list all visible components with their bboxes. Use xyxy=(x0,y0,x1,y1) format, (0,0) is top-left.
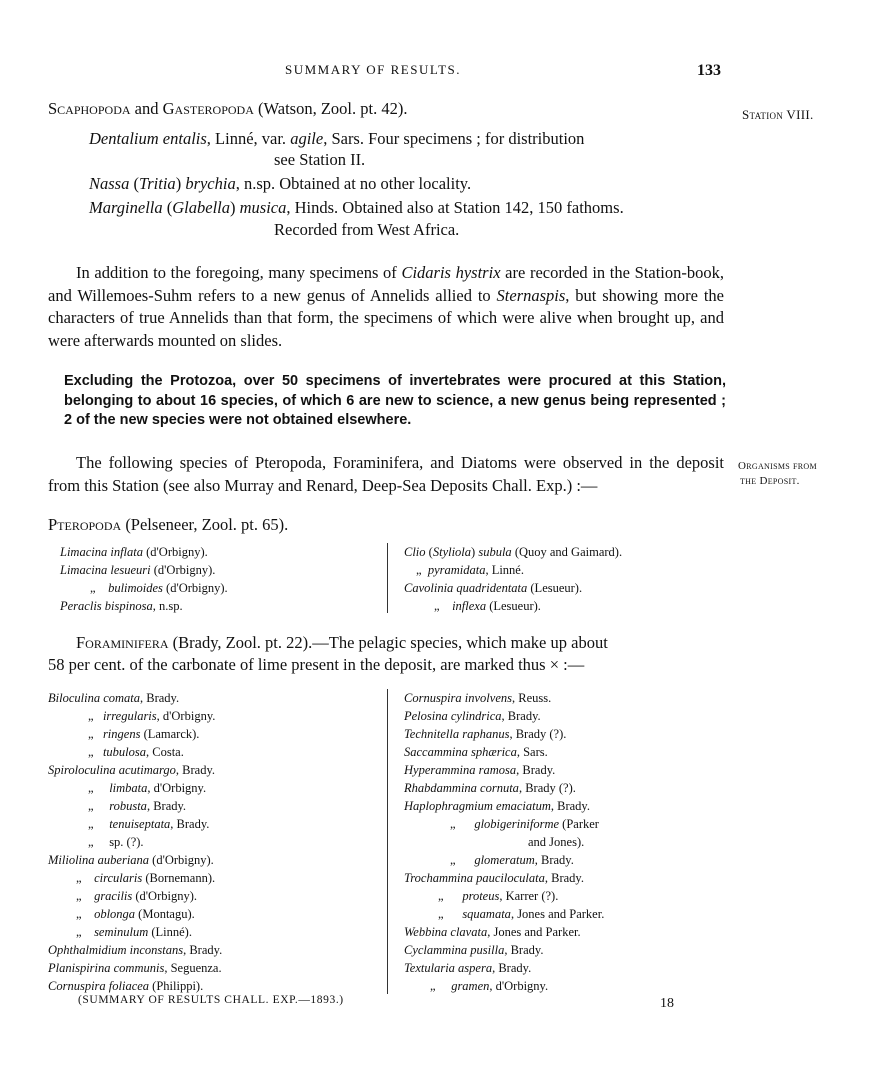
sidenote-station: Station VIII. xyxy=(742,107,814,122)
list-item: Webbina clavata, Jones and Parker. xyxy=(404,925,581,939)
list-item: „ squamata, Jones and Parker. xyxy=(438,907,605,921)
list-item: „ inflexa (Lesueur). xyxy=(434,599,541,613)
list-item: „ pyramidata, Linné. xyxy=(416,563,524,577)
list-item: „ tenuiseptata, Brady. xyxy=(88,817,210,831)
list-item: „ tubulosa, Costa. xyxy=(88,745,184,759)
list-item: Clio (Styliola) subula (Quoy and Gaimard). xyxy=(404,545,623,559)
list-item: Pelosina cylindrica, Brady. xyxy=(404,709,541,723)
list-item: „ bulimoides (d'Orbigny). xyxy=(90,581,228,595)
list-item: Trochammina pauciloculata, Brady. xyxy=(404,871,584,885)
list-item: Haplophragmium emaciatum, Brady. xyxy=(404,799,590,813)
list-item: Spiroloculina acutimargo, Brady. xyxy=(48,763,216,777)
list-item: Cavolinia quadridentata (Lesueur). xyxy=(404,581,583,595)
list-item: Technitella raphanus, Brady (?). xyxy=(404,727,567,741)
list-item: „ sp. (?). xyxy=(88,835,144,849)
list-item: „ circularis (Bornemann). xyxy=(76,871,216,885)
list-item: Limacina lesueuri (d'Orbigny). xyxy=(60,563,216,577)
list-item: and Jones). xyxy=(528,835,585,849)
scaphopoda-entry-3: Marginella (Glabella) musica, Hinds. Obtained also at Station 142, 150 fathoms. xyxy=(89,198,624,217)
summary-bold-paragraph: Excluding the Protozoa, over 50 specimens of invertebrates were procured at this Station, belonging to about 16 species, of which 6 are new to science, a new genus being represented ; 2 of the new species were not obtained elsewhere. xyxy=(64,373,726,428)
list-item: „ limbata, d'Orbigny. xyxy=(88,781,207,795)
list-item: Peraclis bispinosa, n.sp. xyxy=(60,599,183,613)
list-item: Biloculina comata, Brady. xyxy=(48,691,180,705)
sidenote-organisms-line1: Organisms from xyxy=(738,460,817,472)
list-item: Ophthalmidium inconstans, Brady. xyxy=(48,943,223,957)
list-item: Cornuspira foliacea (Philippi). xyxy=(48,979,204,993)
scaphopoda-entry-1-cont: see Station II. xyxy=(274,150,366,169)
foraminifera-left-column xyxy=(48,689,222,995)
pteropoda-right-column xyxy=(404,543,622,615)
scaphopoda-entry-2: Nassa (Tritia) brychia, n.sp. Obtained at no other locality. xyxy=(89,174,472,193)
column-divider xyxy=(387,689,388,994)
signature-mark: 18 xyxy=(660,996,674,1011)
scaphopoda-entry-3-cont: Recorded from West Africa. xyxy=(274,220,460,239)
page-number: 133 xyxy=(697,62,721,79)
list-item: „ globigeriniforme (Parker xyxy=(450,817,599,831)
list-item: Miliolina auberiana (d'Orbigny). xyxy=(48,853,214,867)
foraminifera-heading-cont: 58 per cent. of the carbonate of lime present in the deposit, are marked thus × :— xyxy=(48,655,585,674)
list-item: „ robusta, Brady. xyxy=(88,799,187,813)
pteropoda-left-column xyxy=(60,543,228,615)
list-item: Rhabdammina cornuta, Brady (?). xyxy=(404,781,576,795)
list-item: Planispirina communis, Seguenza. xyxy=(48,961,222,975)
list-item: „ ringens (Lamarck). xyxy=(88,727,200,741)
scaphopoda-entry-1: Dentalium entalis, Linné, var. agile, Sars. Four specimens ; for distribution xyxy=(89,129,585,148)
list-item: „ gracilis (d'Orbigny). xyxy=(76,889,198,903)
list-item: Limacina inflata (d'Orbigny). xyxy=(60,545,208,559)
list-item: Hyperammina ramosa, Brady. xyxy=(404,763,556,777)
list-item: „ glomeratum, Brady. xyxy=(450,853,574,867)
paragraph-annelids: In addition to the foregoing, many specimens of Cidaris hystrix are recorded in the Station-book, and Willemoes-Suhm refers to a new genus of Annelids allied to Sternaspis, but showing more the characters of true Annelids than that form, the specimens of which were alive when brought up, and were afterwards mounted on slides. xyxy=(48,263,724,350)
running-title: SUMMARY OF RESULTS. xyxy=(285,62,462,77)
list-item: „ gramen, d'Orbigny. xyxy=(430,979,549,993)
scaphopoda-heading: Scaphopoda and Gasteropoda (Watson, Zool. pt. 42). xyxy=(48,99,408,118)
column-divider xyxy=(387,543,388,613)
foraminifera-right-column xyxy=(404,689,604,995)
list-item: „ proteus, Karrer (?). xyxy=(438,889,559,903)
sidenote-organisms-line2: the Deposit. xyxy=(740,475,800,487)
foraminifera-heading: Foraminifera (Brady, Zool. pt. 22).—The pelagic species, which make up about xyxy=(76,633,608,652)
list-item: „ oblonga (Montagu). xyxy=(76,907,195,921)
list-item: Cornuspira involvens, Reuss. xyxy=(404,691,552,705)
footer-imprint: (SUMMARY OF RESULTS CHALL. EXP.—1893.) xyxy=(78,994,344,1006)
list-item: Saccammina sphærica, Sars. xyxy=(404,745,548,759)
list-item: Textularia aspera, Brady. xyxy=(404,961,532,975)
list-item: „ seminulum (Linné). xyxy=(76,925,192,939)
list-item: „ irregularis, d'Orbigny. xyxy=(88,709,216,723)
pteropoda-heading: Pteropoda (Pelseneer, Zool. pt. 65). xyxy=(48,515,289,534)
paragraph-deposit-species: The following species of Pteropoda, Foraminifera, and Diatoms were observed in the deposit from this Station (see also Murray and Renard, Deep-Sea Deposits Chall. Exp.) :— xyxy=(48,453,724,495)
list-item: Cyclammina pusilla, Brady. xyxy=(404,943,544,957)
